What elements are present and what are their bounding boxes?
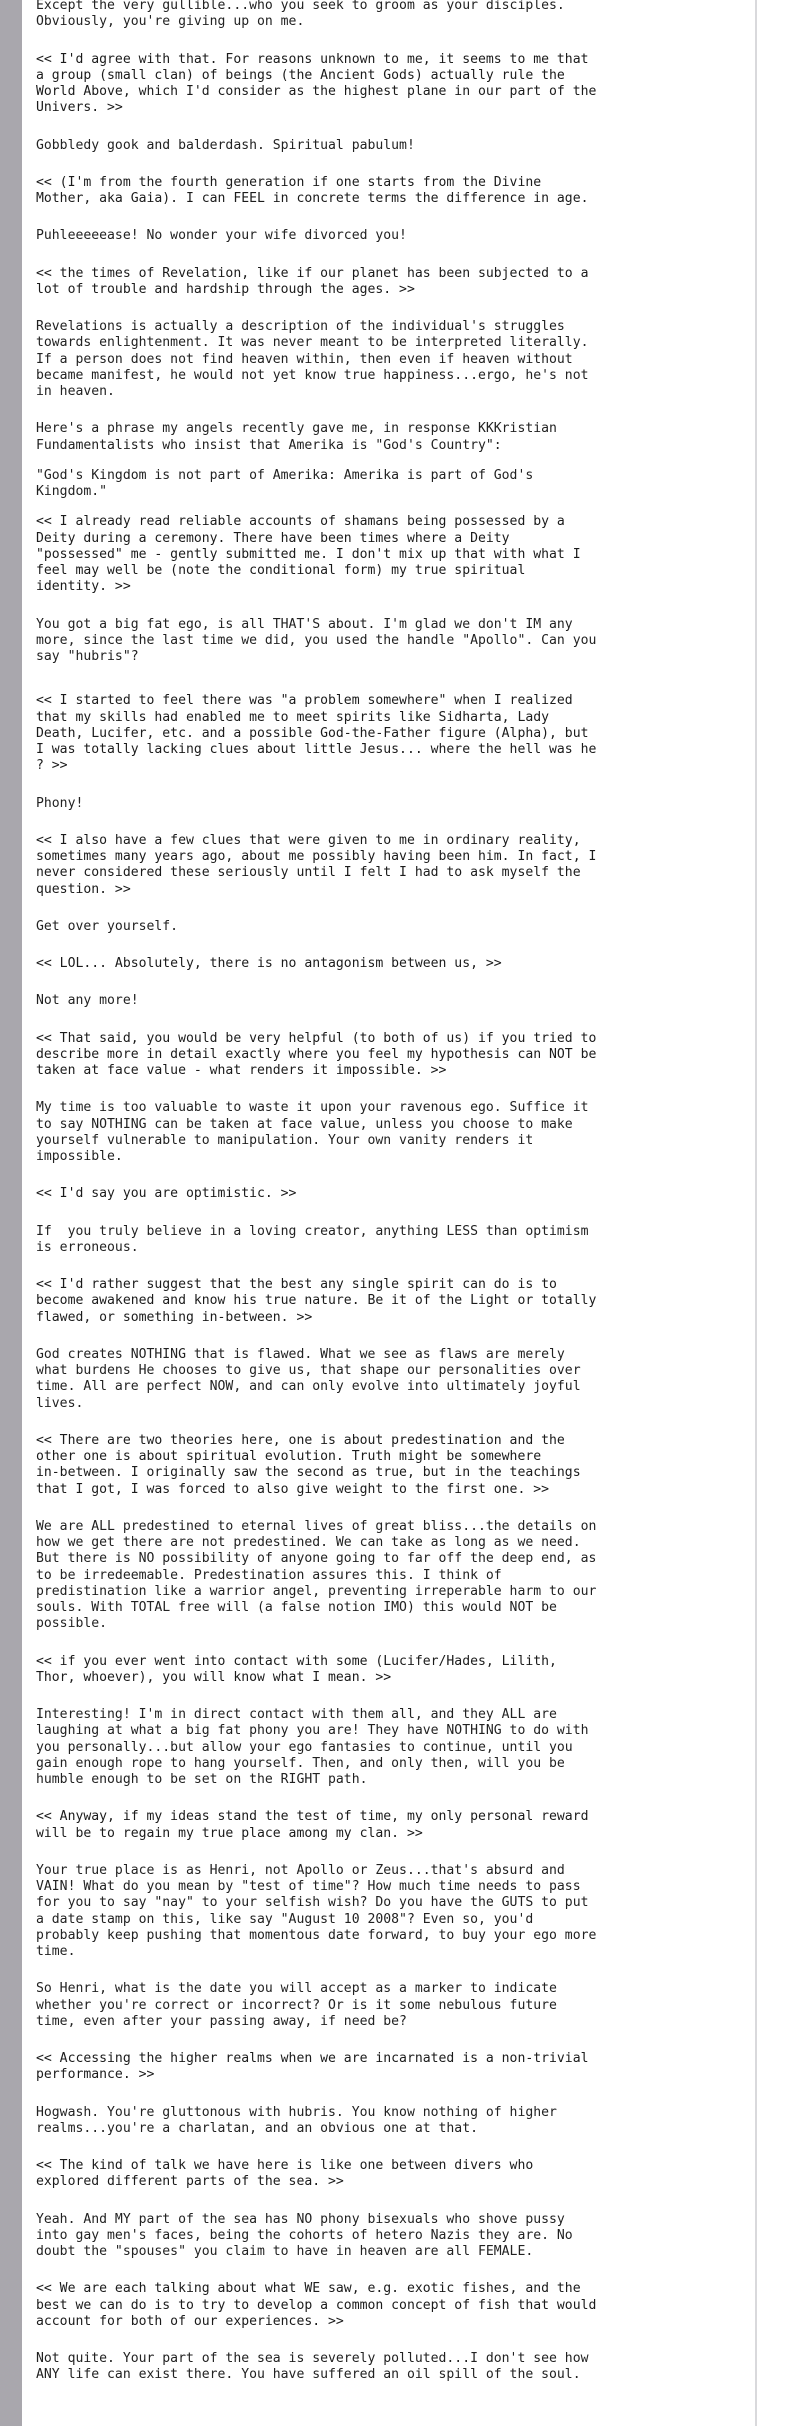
reply-paragraph: Not quite. Your part of the sea is severely polluted...I don't see how ANY life can exist there. You have suffered an oil spill of the soul.	[36, 2351, 589, 2383]
reply-paragraph: Puhleeeeease! No wonder your wife divorced you!	[36, 228, 407, 244]
reply-paragraph: Your true place is as Henri, not Apollo or Zeus...that's absurd and VAIN! What do you mean by "test of time"? How much time needs to pass for you to say "nay" to your selfish wish? Do you have the GUTS to put a date stamp on this, like say "August 10 2008"? Even so, you'd probably keep pushing that momentous date forward, to buy your ego more time.	[36, 1862, 597, 1959]
message-body	[36, 0, 748, 2405]
reply-paragraph: Not any more!	[36, 993, 139, 1009]
quoted-paragraph: << I'd agree with that. For reasons unknown to me, it seems to me that a group (small clan) of beings (the Ancient Gods) actually rule the World Above, which I'd consider as the highest plane in our part of the Univers. >>	[36, 51, 597, 116]
reply-paragraph: You got a big fat ego, is all THAT'S about. I'm glad we don't IM any more, since the last time we did, you used the handle "Apollo". Can you say "hubris"?	[36, 616, 597, 664]
reply-paragraph: Except the very gullible...who you seek to groom as your disciples. Obviously, you're giving up on me.	[36, 0, 565, 30]
quoted-paragraph: << Accessing the higher realms when we are incarnated is a non-trivial performance. >>	[36, 2051, 589, 2083]
reply-paragraph: Phony!	[36, 795, 84, 811]
reply-paragraph: Interesting! I'm in direct contact with them all, and they ALL are laughing at what a big fat phony you are! They have NOTHING to do with you personally...but allow your ego fantasies to continue, until you gain enough rope to hang yourself. Then, and only then, will you be humble enough to be set on the RIGHT path.	[36, 1707, 589, 1787]
quoted-paragraph: << There are two theories here, one is about predestination and the other one is about spiritual evolution. Truth might be somewhere in-between. I originally saw the second as true, but in the teachings that I got, I was forced to also give weight to the first one. >>	[36, 1432, 581, 1497]
reply-paragraph: God creates NOTHING that is flawed. What we see as flaws are merely what burdens He chooses to give us, that shape our personalities over time. All are perfect NOW, and can only evolve into ultimately joyful lives.	[36, 1346, 581, 1411]
quoted-paragraph: << The kind of talk we have here is like one between divers who explored different parts of the sea. >>	[36, 2158, 534, 2190]
reply-paragraph: If you truly believe in a loving creator, anything LESS than optimism is erroneous.	[36, 1223, 589, 1255]
reply-paragraph: Hogwash. You're gluttonous with hubris. You know nothing of higher realms...you're a charlatan, and an obvious one at that.	[36, 2104, 557, 2136]
reply-paragraph: We are ALL predestined to eternal lives of great bliss...the details on how we get there are not predestined. We can take as long as we need. But there is NO possibility of anyone going to far off the deep end, as to be irredeemable. Predestination assures this. I think of predistination like a warrior angel, preventing irreperable harm to our souls. With TOTAL free will (a false notion IMO) this would NOT be possible.	[36, 1518, 597, 1632]
quoted-paragraph: << the times of Revelation, like if our planet has been subjected to a lot of trouble and hardship through the ages. >>	[36, 265, 589, 297]
reply-paragraph: Get over yourself.	[36, 918, 179, 934]
right-margin-rule	[755, 0, 757, 2426]
reply-paragraph: Revelations is actually a description of the individual's struggles towards enlightenment. It was never meant to be interpreted literally. If a person does not find heaven within, then even if heaven without became manifest, he would not yet know true happiness...ergo, he's not in heaven.	[36, 319, 589, 399]
reply-paragraph: Here's a phrase my angels recently gave me, in response KKKristian Fundamentalists who insist that Amerika is "God's Country":	[36, 421, 557, 453]
reply-paragraph: My time is too valuable to waste it upon your ravenous ego. Suffice it to say NOTHING can be taken at face value, unless you choose to make yourself vulnerable to manipulation. Your own vanity renders it impossible.	[36, 1100, 589, 1164]
quoted-paragraph: << (I'm from the fourth generation if one starts from the Divine Mother, aka Gaia). I can FEEL in concrete terms the difference in age.	[36, 174, 589, 206]
quoted-paragraph: << if you ever went into contact with some (Lucifer/Hades, Lilith, Thor, whoever), you will know what I mean. >>	[36, 1653, 557, 1685]
reply-paragraph: Gobbledy gook and balderdash. Spiritual pabulum!	[36, 137, 415, 153]
quoted-paragraph: << I'd rather suggest that the best any single spirit can do is to become awakened and know his true nature. Be it of the Light or totally flawed, or something in-between. >>	[36, 1277, 597, 1325]
quoted-paragraph: << I also have a few clues that were given to me in ordinary reality, sometimes many years ago, about me possibly having been him. In fact, I never considered these seriously until I felt I had to ask myself the question. >>	[36, 832, 597, 897]
reply-paragraph: So Henri, what is the date you will accept as a marker to indicate whether you're correct or incorrect? Or is it some nebulous future time, even after your passing away, if need be?	[36, 1981, 557, 2029]
quoted-paragraph: << That said, you would be very helpful (to both of us) if you tried to describe more in detail exactly where you feel my hypothesis can NOT be taken at face value - what renders it impossible. >>	[36, 1030, 597, 1078]
reply-paragraph: Yeah. And MY part of the sea has NO phony bisexuals who shove pussy into gay men's faces, being the cohorts of hetero Nazis they are. No doubt the "spouses" you claim to have in heaven are all FEMALE.	[36, 2211, 573, 2259]
left-margin-bar	[0, 0, 22, 2426]
quoted-paragraph: << Anyway, if my ideas stand the test of time, my only personal reward will be to regain my true place among my clan. >>	[36, 1809, 589, 1841]
quoted-paragraph: << We are each talking about what WE saw, e.g. exotic fishes, and the best we can do is to try to develop a common concept of fish that would account for both of our experiences. >>	[36, 2281, 597, 2329]
quoted-paragraph: << I'd say you are optimistic. >>	[36, 1186, 297, 1202]
quoted-paragraph: << I already read reliable accounts of shamans being possessed by a Deity during a ceremony. There have been times where a Deity "possessed" me - gently submitted me. I don't mix up that with what I feel may well be (note the conditional form) my true spiritual identity. >>	[36, 514, 581, 595]
quoted-paragraph: << I started to feel there was "a problem somewhere" when I realized that my skills had enabled me to meet spirits like Sidharta, Lady Death, Lucifer, etc. and a possible God-the-Father figure (Alpha), but I was totally lacking clues about little Jesus... where the hell was he ? >>	[36, 693, 597, 774]
quoted-paragraph: << LOL... Absolutely, there is no antagonism between us, >>	[36, 956, 502, 971]
reply-paragraph: "God's Kingdom is not part of Amerika: Amerika is part of God's Kingdom."	[36, 467, 534, 499]
